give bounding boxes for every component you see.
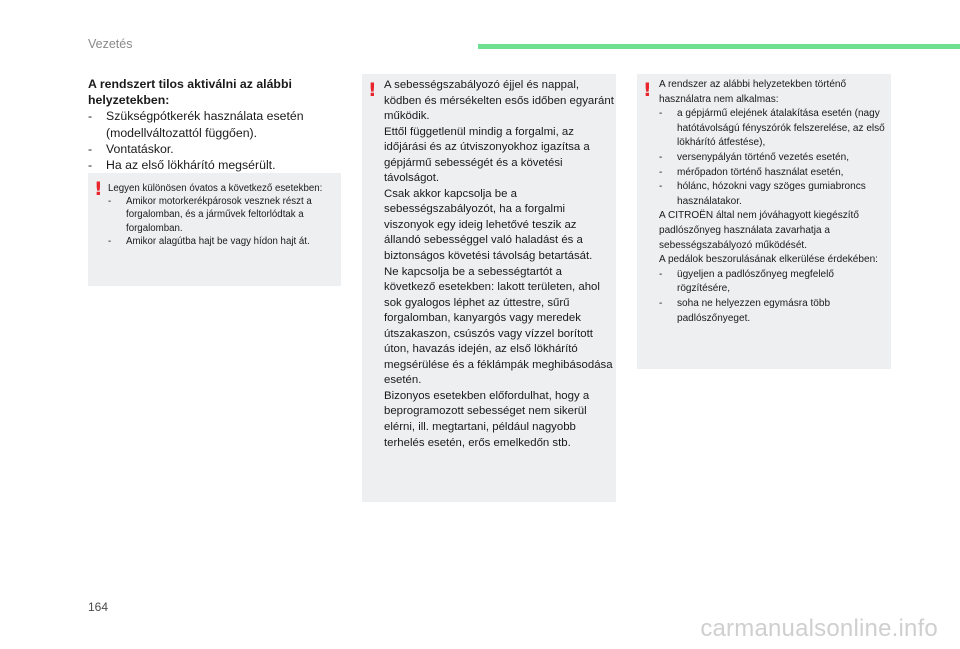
list-item: - mérőpadon történő használat esetén, <box>659 166 889 181</box>
list-item: - hólánc, hózokni vagy szöges gumiabroncs használatakor. <box>659 180 889 209</box>
warning-box-restrictions <box>637 74 891 369</box>
warning-paragraph: Ne kapcsolja be a sebességtartót a következő esetekben: lakott területen, ahol sok gyalogos léphet az úttestre, sűrű forgalomban, kanyargós vagy meredek útszakaszon, csúszós vagy vízzel borított úton, havazás idején, az első lökhárító megsérülése és a féklámpák meghibásodása esetén. <box>384 265 613 387</box>
list-item: - ügyeljen a padlószőnyeg megfelelő rögzítésére, <box>659 268 889 297</box>
list-item: - Ha az első lökhárító megsérült. <box>88 157 350 173</box>
warning-exclamation-icon: ! <box>643 79 652 101</box>
warning-intro: Legyen különösen óvatos a következő esetekben: <box>108 183 323 194</box>
page-number: 164 <box>88 600 109 614</box>
intro-heading: A rendszert tilos aktiválni az alábbi helyzetekben: <box>88 77 292 108</box>
warning-box-usage <box>362 74 616 502</box>
warning-paragraph: A sebességszabályozó éjjel és nappal, ködben és mérsékelten esős időben egyaránt működik. <box>384 79 614 123</box>
list-item: - Amikor alagútba hajt be vagy hídon hajt át. <box>108 235 340 248</box>
warning-paragraph: A CITROËN által nem jóváhagyott kiegészítő padlószőnyeg használata zavarhatja a sebességszabályozó működését. <box>659 210 859 251</box>
warning-paragraph: Bizonyos esetekben előfordulhat, hogy a beprogramozott sebességet nem sikerül elérni, ill. megtartani, például nagyobb terhelés esetén, erős emelkedőn stb. <box>384 389 590 449</box>
list-item: - Vontatáskor. <box>88 141 350 157</box>
warning-paragraph: A pedálok beszorulásának elkerülése érdekében: <box>659 254 878 266</box>
list-item: - a gépjármű elejének átalakítása esetén (nagy hatótávolságú fényszórók felszerelése, az első lökhárító átfestése), <box>659 107 889 151</box>
intro-block <box>88 76 350 173</box>
list-item: - versenypályán történő vezetés esetén, <box>659 151 889 166</box>
warning-exclamation-icon: ! <box>94 178 103 200</box>
list-item: - Szükségpótkerék használata esetén (modellváltozattól függően). <box>88 108 350 140</box>
watermark: carmanualsonline.info <box>700 615 938 642</box>
warning-box-caution <box>88 173 341 286</box>
list-item: - Amikor motorkerékpárosok vesznek részt a forgalomban, és a járművek feltorlódtak a forgalomban. <box>108 195 340 235</box>
warning-list <box>108 195 340 248</box>
warning-list <box>659 268 889 326</box>
section-color-bar <box>478 44 960 49</box>
intro-list <box>88 108 350 173</box>
warning-paragraph: Ettől függetlenül mindig a forgalmi, az időjárási és az útviszonyokhoz igazítsa a gépjármű sebességét és a követési távolságot. <box>384 125 590 185</box>
warning-list <box>659 107 889 209</box>
list-item: - soha ne helyezzen egymásra több padlószőnyeget. <box>659 297 889 326</box>
section-title: Vezetés <box>88 37 133 51</box>
warning-exclamation-icon: ! <box>368 79 377 101</box>
warning-paragraph: Csak akkor kapcsolja be a sebességszabályozót, ha a forgalmi viszonyok egy ideig lehetővé teszik az állandó sebességgel való haladást és a biztonságos követési távolság betartását. <box>384 187 593 263</box>
warning-intro: A rendszer az alábbi helyzetekben történő használatra nem alkalmas: <box>659 79 847 105</box>
